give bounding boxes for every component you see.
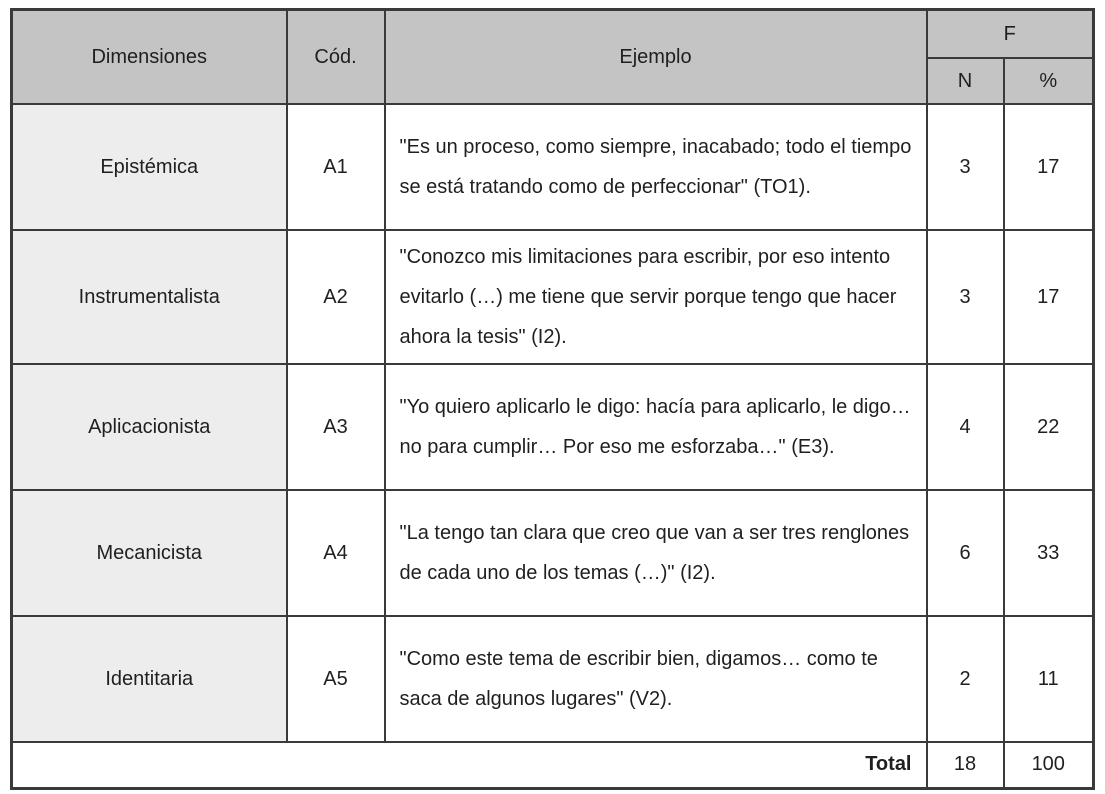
pct-value: 33 — [1004, 490, 1094, 616]
code-value: A4 — [287, 490, 385, 616]
header-dimensiones: Dimensiones — [12, 10, 287, 105]
total-n-value: 18 — [927, 742, 1004, 788]
example-quote: "Conozco mis limitaciones para escribir, por eso intento evitarlo (…) me tiene que servir porque tengo que hacer ahora la tesis" (I2). — [385, 230, 927, 364]
dimension-label: Instrumentalista — [12, 230, 287, 364]
example-quote: "La tengo tan clara que creo que van a ser tres renglones de cada uno de los temas (…)" (I2). — [385, 490, 927, 616]
header-row-top — [12, 10, 1094, 59]
total-pct-value: 100 — [1004, 742, 1094, 788]
table-row-total — [12, 742, 1094, 788]
dimension-label: Mecanicista — [12, 490, 287, 616]
example-quote: "Yo quiero aplicarlo le digo: hacía para aplicarlo, le digo… no para cumplir… Por eso me esforzaba…" (E3). — [385, 364, 927, 490]
dimension-label: Identitaria — [12, 616, 287, 742]
header-f-group: F — [927, 10, 1094, 59]
dimension-label: Aplicacionista — [12, 364, 287, 490]
code-value: A2 — [287, 230, 385, 364]
n-value: 6 — [927, 490, 1004, 616]
header-ejemplo: Ejemplo — [385, 10, 927, 105]
example-quote: "Como este tema de escribir bien, digamos… como te saca de algunos lugares" (V2). — [385, 616, 927, 742]
pct-value: 17 — [1004, 104, 1094, 230]
n-value: 3 — [927, 230, 1004, 364]
n-value: 4 — [927, 364, 1004, 490]
table-row-instrumentalista — [12, 230, 1094, 364]
table-row-identitaria — [12, 616, 1094, 742]
pct-value: 22 — [1004, 364, 1094, 490]
table-row-mecanicista — [12, 490, 1094, 616]
header-codigo: Cód. — [287, 10, 385, 105]
table-row-aplicacionista — [12, 364, 1094, 490]
n-value: 2 — [927, 616, 1004, 742]
header-pct: % — [1004, 58, 1094, 104]
code-value: A3 — [287, 364, 385, 490]
code-value: A5 — [287, 616, 385, 742]
code-value: A1 — [287, 104, 385, 230]
dimension-label: Epistémica — [12, 104, 287, 230]
frequency-table — [10, 8, 1095, 790]
header-n: N — [927, 58, 1004, 104]
pct-value: 11 — [1004, 616, 1094, 742]
n-value: 3 — [927, 104, 1004, 230]
total-label: Total — [12, 742, 927, 788]
example-quote: "Es un proceso, como siempre, inacabado; todo el tiempo se está tratando como de perfeccionar" (TO1). — [385, 104, 927, 230]
table-row-epistemica — [12, 104, 1094, 230]
pct-value: 17 — [1004, 230, 1094, 364]
